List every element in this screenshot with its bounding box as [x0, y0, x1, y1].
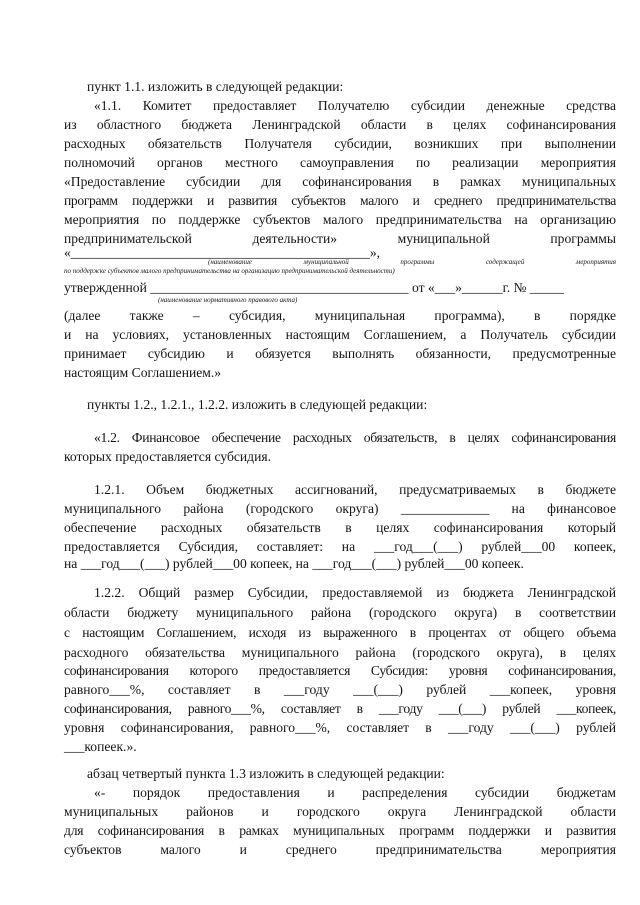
clause-1-2-2-line: расходного обязательства муниципального района (городского округа), в целях	[64, 645, 616, 660]
program-name-note-continued: по поддержке субъектов малого предпринимательства на организацию предпринимательской деятельности)	[64, 267, 395, 275]
clause-1-2-1-line: на ___год___(___) рублей___00 копеек, на ___год___(___) рублей___00 копеек.	[64, 556, 524, 571]
clause-1-2-2-line: с настоящим Соглашением, исходя из выраженного в процентах от общего объема	[64, 625, 616, 640]
clause-1-1-line: программ поддержки и развития субъектов малого и среднего предпринимательства	[64, 193, 616, 208]
clause-1-1-line: (далее также – субсидия, муниципальная программа), в порядке	[64, 308, 616, 323]
clause-1-1-line: настоящим Соглашением.»	[64, 365, 222, 380]
clause-1-1-line: и на условиях, установленных настоящим Соглашением, а Получатель субсидии	[64, 327, 616, 342]
clause-1-2-2-line: уровня софинансирования, равного___%, составляет в ___году ___(___) рублей	[64, 720, 616, 735]
clause-1-1-line: принимает субсидию и обязуется выполнять обязанности, предусмотренные	[64, 346, 616, 361]
clause-1-2-2-line: равного___%, составляет в ___году ___(___) рублей ___копеек, уровня	[64, 682, 616, 697]
clause-1-1-line: полномочий органов местного самоуправления по реализации мероприятия	[64, 155, 616, 170]
amendment-1-2-intro: пункты 1.2., 1.2.1., 1.2.2. изложить в следующей редакции:	[87, 397, 428, 412]
clause-1-3-line: для софинансирования в рамках муниципальных программ поддержки и развития	[64, 823, 616, 838]
clause-1-3-line: субъектов малого и среднего предпринимательства мероприятия	[64, 842, 616, 857]
legal-act-note: (наименование нормативного правового акта)	[158, 296, 298, 304]
clause-1-2-line: «1.2. Финансовое обеспечение расходных обязательств, в целях софинансирования	[94, 430, 616, 445]
amendment-1-1-intro: пункт 1.1. изложить в следующей редакции:	[87, 79, 344, 94]
clause-1-1-line: мероприятия по поддержке субъектов малого предпринимательства на организацию	[64, 212, 616, 227]
clause-1-2-1-line: предоставляется Субсидия, составляет: на ___год___(___) рублей___00 копеек,	[64, 539, 616, 554]
approval-act-blank: утвержденной ______________________________________ от «___»______г. № _____	[64, 280, 564, 295]
clause-1-1-line: расходных обязательств Получателя субсидии, возникших при выполнении	[64, 136, 616, 151]
clause-1-3-line: «- порядок предоставления и распределения субсидии бюджетам	[94, 785, 616, 800]
clause-1-2-2-line: ___копеек.».	[64, 739, 137, 754]
clause-1-2-2-line: софинансирования которого предоставляется Субсидия: уровня софинансирования,	[64, 663, 616, 678]
clause-1-2-1-line: муниципального района (городского округа) _____________ на финансовое	[64, 501, 616, 516]
clause-1-1-line: «Предоставление субсидии для софинансирования в рамках муниципальных	[64, 174, 616, 189]
program-name-note: (наименование муниципальной программы содержащей мероприятия	[208, 258, 616, 266]
clause-1-2-line: которых предоставляется субсидия.	[64, 449, 272, 464]
program-name-blank: «____________________________________________»,	[64, 245, 381, 260]
clause-1-1-line: «1.1. Комитет предоставляет Получателю субсидии денежные средства	[94, 98, 616, 113]
clause-1-2-1-line: обеспечение расходных обязательств в целях софинансирования который	[64, 520, 616, 535]
clause-1-1-line: из областного бюджета Ленинградской области в целях софинансирования	[64, 117, 616, 132]
clause-1-2-1-line: 1.2.1. Объем бюджетных ассигнований, предусматриваемых в бюджете	[94, 482, 616, 497]
amendment-1-3-intro: абзац четвертый пункта 1.3 изложить в следующей редакции:	[87, 766, 445, 781]
clause-1-3-line: муниципальных районов и городского округа Ленинградской области	[64, 804, 616, 819]
clause-1-2-2-line: 1.2.2. Общий размер Субсидии, предоставляемой из бюджета Ленинградской	[94, 585, 616, 600]
clause-1-2-2-line: софинансирования, равного___%, составляет в ___году ___(___) рублей ___копеек,	[64, 701, 616, 716]
clause-1-2-2-line: области бюджету муниципального района (городского округа) в соответствии	[64, 605, 616, 620]
clause-1-1-line: предпринимательской деятельности» муниципальной программы	[64, 231, 616, 246]
